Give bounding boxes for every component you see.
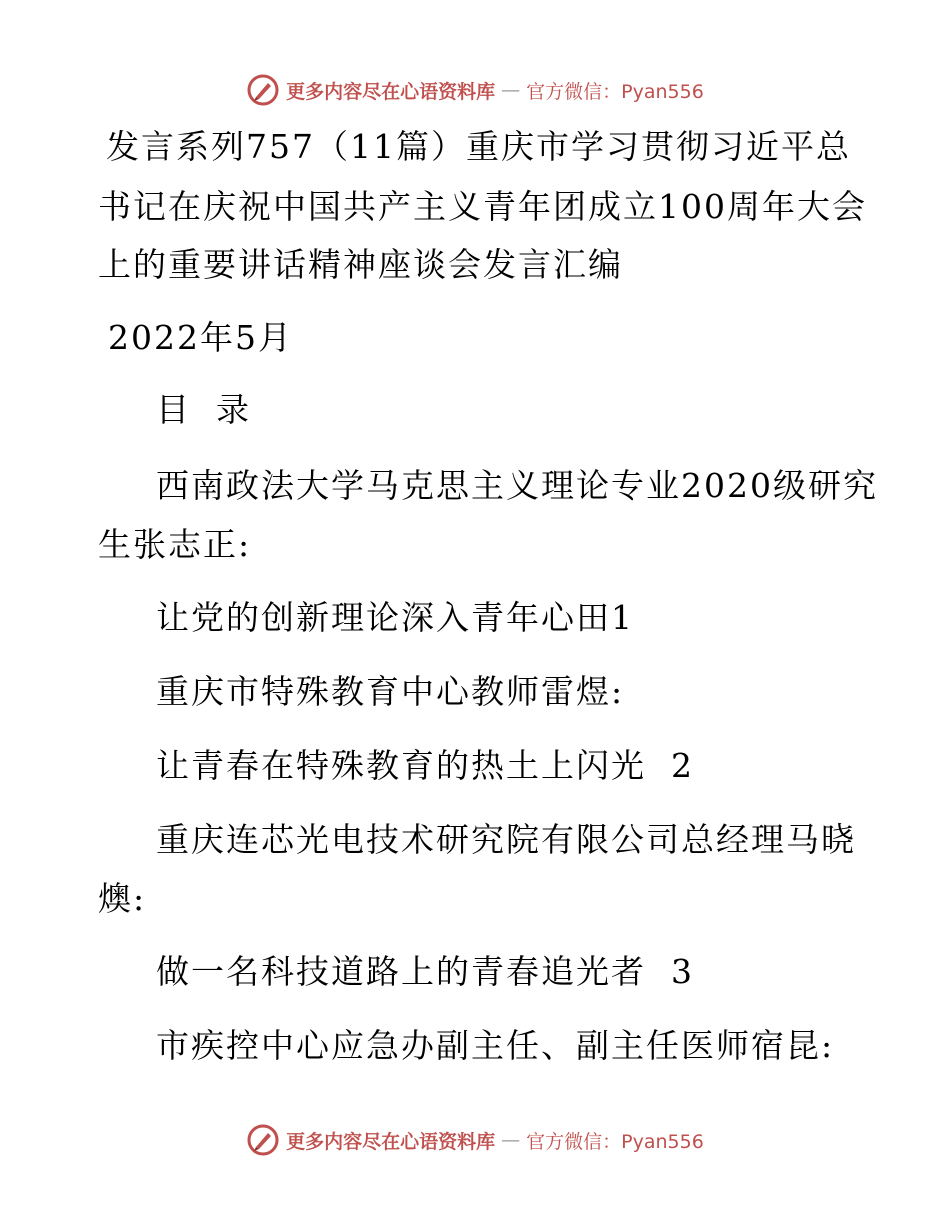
watermark-site-text: 更多内容尽在心语资料库 xyxy=(286,80,496,103)
pen-nib-circle-icon xyxy=(246,1123,280,1157)
pen-nib-circle-icon xyxy=(246,73,280,107)
document-date: 2022年5月 xyxy=(108,318,293,357)
toc-entry-6[interactable]: 做一名科技道路上的青春追光者 3 xyxy=(156,952,694,991)
toc-entry-5-line-1: 重庆连芯光电技术研究院有限公司总经理马晓 xyxy=(156,820,856,859)
toc-entry-3: 重庆市特殊教育中心教师雷煜: xyxy=(156,672,625,711)
document-title-line-3: 上的重要讲话精神座谈会发言汇编 xyxy=(98,245,623,284)
watermark-dash: — xyxy=(501,79,521,101)
document-title-line-2: 书记在庆祝中国共产主义青年团成立100周年大会 xyxy=(98,187,867,226)
toc-entry-4[interactable]: 让青春在特殊教育的热土上闪光 2 xyxy=(156,746,694,785)
watermark-wechat-text: 官方微信：Pyan556 xyxy=(526,80,704,103)
watermark-footer xyxy=(0,1120,950,1160)
toc-entry-2[interactable]: 让党的创新理论深入青年心田1 xyxy=(156,598,634,637)
toc-entry-7: 市疾控中心应急办副主任、副主任医师宿昆: xyxy=(156,1026,835,1065)
toc-entry-1-line-2: 生张志正: xyxy=(98,525,252,564)
toc-heading: 目 录 xyxy=(156,390,251,429)
watermark-wechat-text: 官方微信：Pyan556 xyxy=(526,1130,704,1153)
toc-entry-1-line-1: 西南政法大学马克思主义理论专业2020级研究 xyxy=(156,466,878,505)
watermark-header xyxy=(0,70,950,110)
document-title-line-1: 发言系列757（11篇）重庆市学习贯彻习近平总 xyxy=(106,127,851,166)
toc-entry-5-line-2: 燠: xyxy=(98,879,147,918)
watermark-dash: — xyxy=(501,1129,521,1151)
watermark-site-text: 更多内容尽在心语资料库 xyxy=(286,1130,496,1153)
